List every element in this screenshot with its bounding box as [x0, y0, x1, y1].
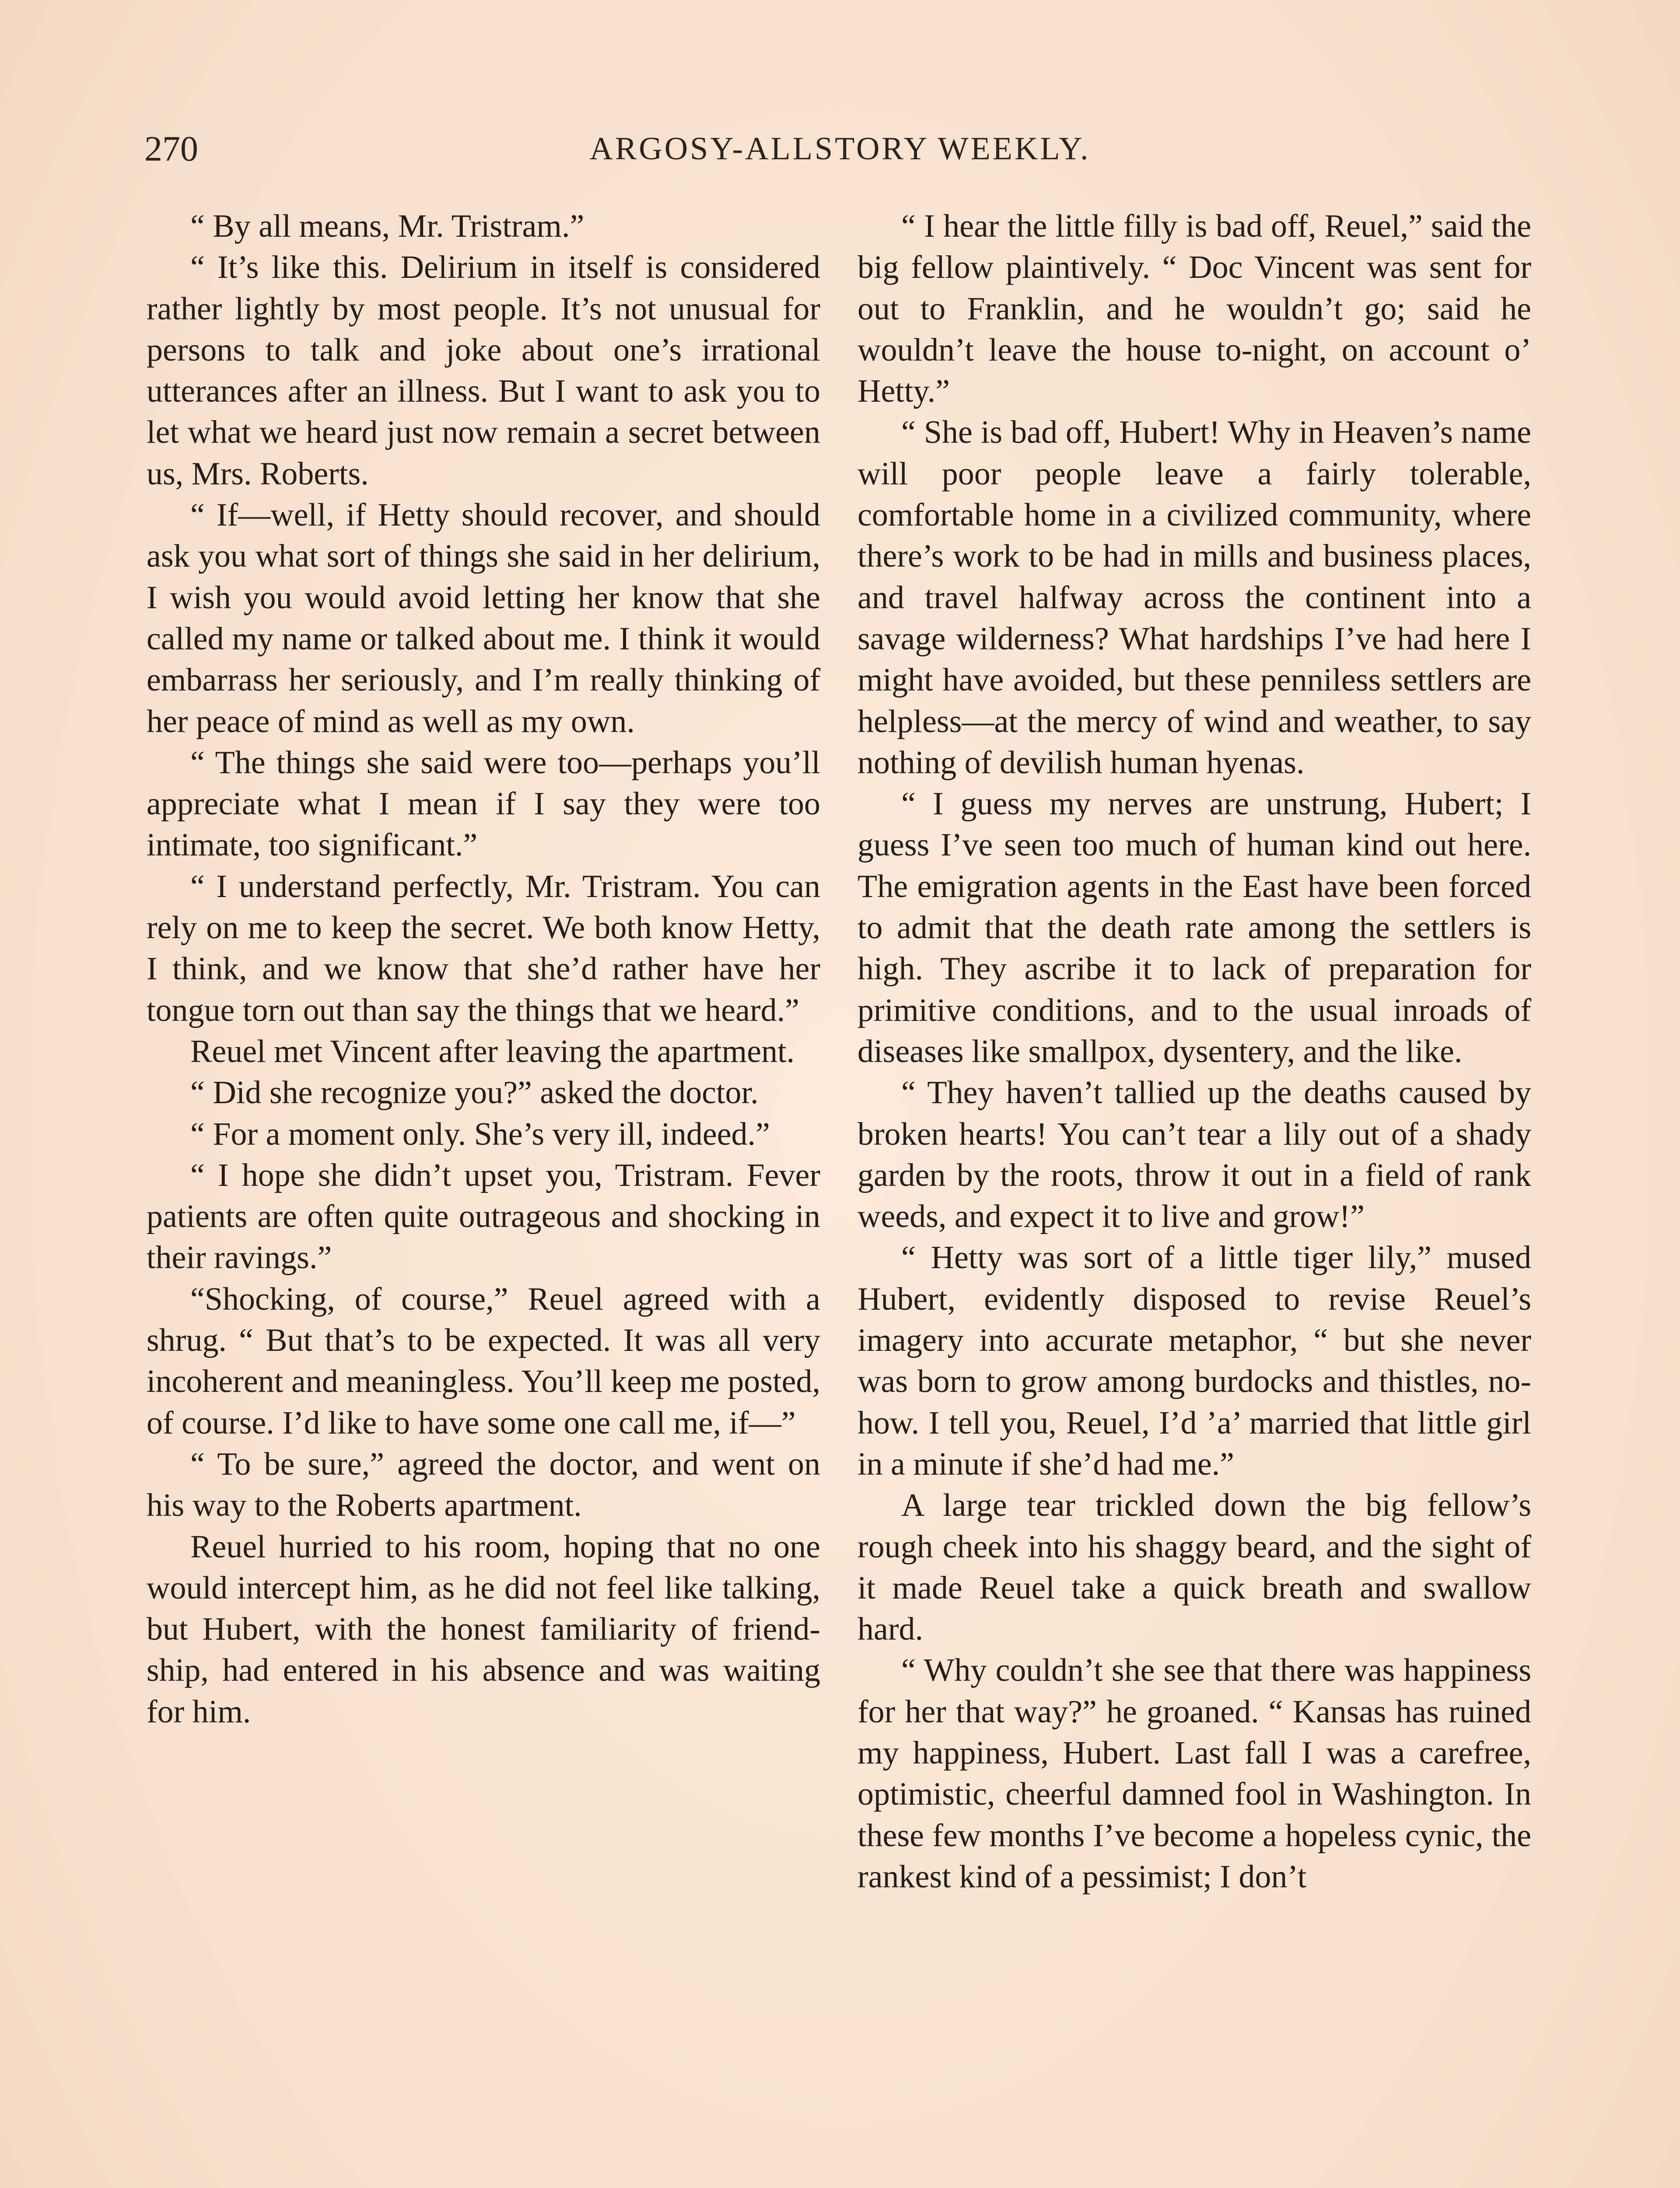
paragraph: “ They haven’t tallied up the deaths caused by broken hearts! You can’t tear a lily out of a shady garden by the roots, throw it out in a field of rank weeds, and expect it to live and grow!”	[858, 1075, 1531, 1235]
paragraph: “ If—well, if Hetty should recover, and should ask you what sort of things she said in her delirium, I wish you would avoid letting her know that she called my name or talked about me. I think it would embarrass her seriously, and I’m really thinking of her peace of mind as well as my own.	[147, 497, 820, 740]
paragraph: “Shocking, of course,” Reuel agreed with a shrug. “ But that’s to be expected. It was all very incoherent and meaningless. You’ll keep me posted, of course. I’d like to have some one call me, if—”	[147, 1281, 820, 1441]
paragraph: “ I guess my nerves are unstrung, Hubert; I guess I’ve seen too much of human kind out here. The emigration agents in the East have been forced to admit that the death rate among the settlers is high. They ascribe it to lack of preparation for primitive conditions, and to the usual inroads of diseases like smallpox, dysentery, and the like.	[858, 786, 1531, 1069]
paragraph: “ Hetty was sort of a little tiger lily,” mused Hubert, evidently disposed to revise Reuel’s imagery into accurate metaphor, “ but she never was born to grow among burdocks and thistles, nohow. I tell you, Reuel, I’d ’a’ married that little girl in a minute if she’d had me.”	[858, 1240, 1531, 1482]
paragraph: “ By all means, Mr. Tristram.”	[190, 208, 584, 244]
left-column	[147, 206, 820, 1732]
paragraph: “ The things she said were too—perhaps you’ll appreciate what I mean if I say they were too intimate, too significant.”	[147, 744, 820, 863]
paragraph: “ It’s like this. Delirium in itself is considered rather lightly by most people. It’s not unusual for persons to talk and joke about one’s irrational utterances after an illness. But I want to ask you to let what we heard just now remain a secret between us, Mrs. Roberts.	[147, 249, 820, 492]
paragraph: “ Did she recognize you?” asked the doctor.	[190, 1075, 759, 1111]
running-head: ARGOSY-ALLSTORY WEEKLY.	[589, 131, 1091, 167]
paragraph: Reuel met Vincent after leaving the apartment.	[190, 1033, 795, 1069]
paragraph: “ To be sure,” agreed the doctor, and went on his way to the Roberts apartment.	[147, 1446, 820, 1524]
right-column	[858, 206, 1531, 1897]
page-number: 270	[144, 129, 198, 168]
paragraph: “ Why couldn’t she see that there was happiness for her that way?” he groaned. “ Kansas has ruined my happiness, Hubert. Last fall I was a carefree, optimistic, cheerful damned fool in Washington. In these few months I’ve become a hopeless cynic, the rankest kind of a pessimist; I don’t	[858, 1652, 1531, 1895]
paragraph: “ I hear the little filly is bad off, Reuel,” said the big fellow plaintively. “ Doc Vincent was sent for out to Franklin, and he wouldn’t go; said he wouldn’t leave the house to-night, on account o’ Hetty.”	[858, 208, 1531, 410]
paragraph: “ I understand perfectly, Mr. Tristram. You can rely on me to keep the secret. We both know Hetty, I think, and we know that she’d rather have her tongue torn out than say the things that we heard.”	[147, 868, 820, 1028]
paragraph: “ She is bad off, Hubert! Why in Heaven’s name will poor people leave a fairly tolerable, comfortable home in a civilized community, where there’s work to be had in mills and business places, and travel halfway across the continent into a savage wilderness? What hardships I’ve had here I might have avoided, but these penniless settlers are helpless—at the mercy of wind and weather, to say nothing of devilish human hyenas.	[858, 414, 1531, 781]
paragraph: A large tear trickled down the big fellow’s rough cheek into his shaggy beard, and the sight of it made Reuel take a quick breath and swallow hard.	[858, 1487, 1531, 1648]
paragraph: Reuel hurried to his room, hoping that no one would intercept him, as he did not feel like talking, but Hubert, with the honest familiarity of friendship, had entered in his absence and was waiting for him.	[147, 1529, 820, 1730]
page-header	[144, 123, 1536, 175]
paragraph: “ For a moment only. She’s very ill, indeed.”	[190, 1116, 770, 1152]
paragraph: “ I hope she didn’t upset you, Tristram. Fever patients are often quite outrageous and shocking in their ravings.”	[147, 1157, 820, 1276]
